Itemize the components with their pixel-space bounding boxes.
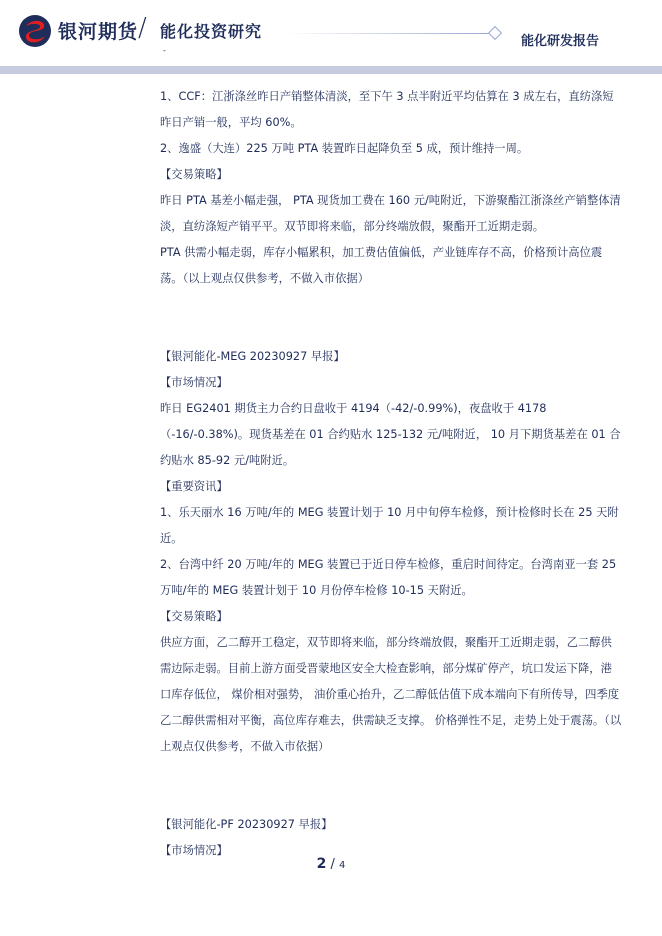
pta-strategy-1: 昨日 PTA 基差小幅走强， PTA 现货加工费在 160 元/吨附近，下游聚酯江浙涤丝产销整体清淡，直纺涤短产销平平。双节即将来临，部分终端放假，聚酯开工近期走弱。: [160, 194, 621, 233]
diamond-icon: [488, 26, 502, 40]
section-gap: [160, 292, 622, 344]
meg-title: 【银河能化-MEG 20230927 早报】: [160, 350, 345, 363]
report-body: [160, 84, 622, 864]
section-gap: [160, 760, 622, 812]
pta-strategy-title: 【交易策略】: [160, 168, 228, 181]
pta-news-2: 2、逸盛（大连）225 万吨 PTA 装置昨日起降负至 5 成，预计维持一周。: [160, 142, 529, 155]
pf-market-title: 【市场情况】: [160, 844, 228, 857]
pta-news-1: 1、CCF：江浙涤丝昨日产销整体清淡，至下午 3 点半附近平均估算在 3 成左右，直纺涤短昨日产销一般，平均 60%。: [160, 90, 614, 129]
meg-news-title: 【重要资讯】: [160, 480, 228, 493]
page-separator: /: [330, 857, 335, 872]
header-mark: -: [163, 46, 166, 55]
galaxy-s-logo-icon: [18, 14, 52, 48]
report-type: 能化研发报告: [521, 34, 600, 49]
page-header: [0, 0, 662, 66]
page-number: [0, 856, 662, 872]
page-current: 2: [316, 856, 327, 872]
header-slash: /: [138, 13, 147, 43]
department-name: 能化投资研究: [160, 22, 263, 41]
header-decor-line: [286, 33, 491, 34]
page-total: 4: [339, 860, 346, 871]
pta-strategy-2: PTA 供需小幅走弱，库存小幅累积，加工费估值偏低，产业链库存不高，价格预计高位震荡。（以上观点仅供参考，不做入市依据）: [160, 246, 603, 285]
meg-strategy-title: 【交易策略】: [160, 610, 228, 623]
meg-market: 昨日 EG2401 期货主力合约日盘收于 4194（-42/-0.99%)，夜盘收于 4178（-16/-0.38%)。现货基差在 01 合约贴水 125-132 元/吨附近， 10 月下期货基差在 01 合约贴水 85-92 元/吨附近。: [160, 402, 621, 467]
meg-news-2: 2、台湾中纤 20 万吨/年的 MEG 装置已于近日停车检修，重启时间待定。台湾南亚一套 25 万吨/年的 MEG 装置计划于 10 月份停车检修 10-15 天附近。: [160, 558, 617, 597]
brand-name: 银河期货: [58, 21, 139, 43]
meg-market-title: 【市场情况】: [160, 376, 228, 389]
meg-strategy: 供应方面，乙二醇开工稳定，双节即将来临，部分终端放假，聚酯开工近期走弱，乙二醇供需边际走弱。目前上游方面受晋蒙地区安全大检查影响，部分煤矿停产，坑口发运下降，港口库存低位， 煤价相对强势， 油价重心抬升，乙二醇低估值下成本端向下有所传导，四季度乙二醇供需相对平衡，高位库存难去，供需缺乏支撑。 价格弹性不足，走势上处于震荡。（以上观点仅供参考，不做入市依据）: [160, 636, 622, 753]
pf-title: 【银河能化-PF 20230927 早报】: [160, 818, 333, 831]
meg-news-1: 1、乐天丽水 16 万吨/年的 MEG 装置计划于 10 月中旬停车检修，预计检修时长在 25 天附近。: [160, 506, 619, 545]
header-band: [0, 66, 662, 74]
